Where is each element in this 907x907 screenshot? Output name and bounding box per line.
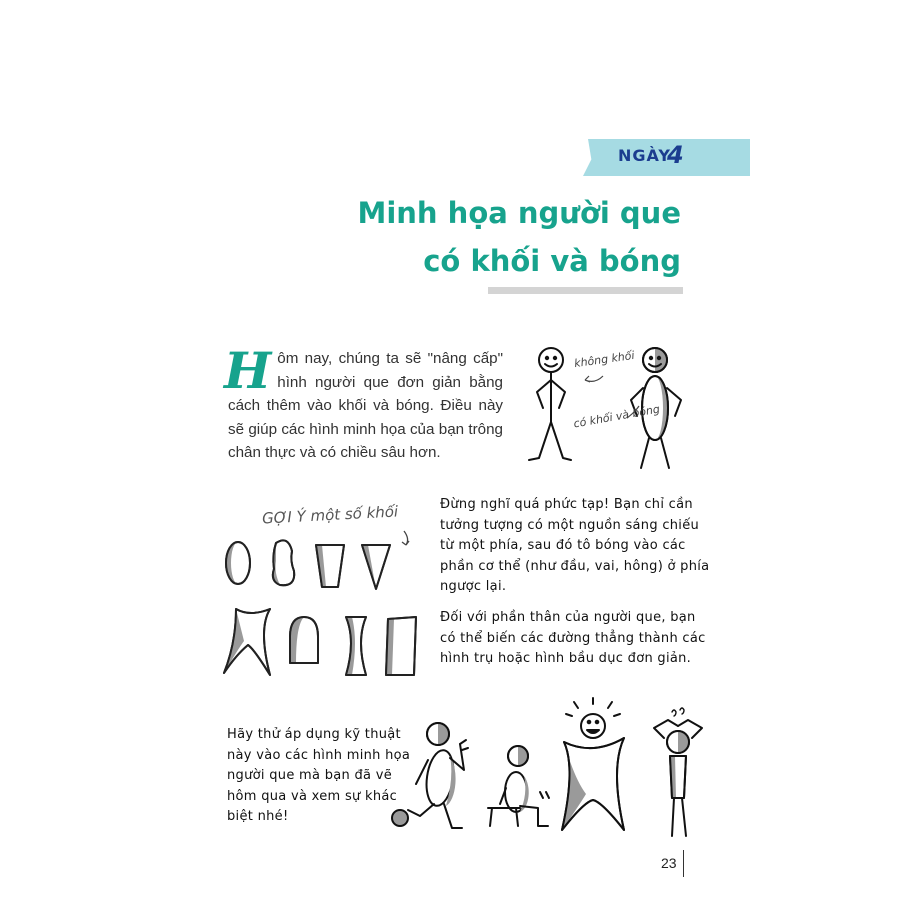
- day-number: 4: [667, 141, 684, 169]
- shape-examples-illustration: [218, 525, 428, 685]
- practice-paragraph: Hãy thử áp dụng kỹ thuật này vào các hình minh họa người que mà bạn đã vẽ hôm qua và xem sự khác biệt nhé!: [227, 727, 411, 825]
- intro-paragraph: [224, 341, 503, 465]
- intro-text: ôm nay, chúng ta sẽ "nâng cấp" hình người que đơn giản bằng cách thêm vào khối và bóng. Điều này sẽ giúp các hình minh họa của bạn trông chân thực và có chiều sâu hơn.: [228, 350, 503, 461]
- drop-cap: H: [224, 341, 272, 400]
- page-number: 23: [661, 855, 677, 871]
- annotation-shape-hint: GỢI Ý một số khối: [261, 502, 399, 528]
- title-underline: [488, 287, 683, 294]
- page-title-line-1: Minh họa người que: [357, 196, 681, 230]
- day-label: NGÀY: [618, 146, 671, 165]
- tip-paragraph-body-shapes: Đối với phần thân của người que, bạn có thể biến các đường thẳng thành các hình trụ hoặc hình bầu dục đơn giản.: [440, 610, 706, 667]
- page-title-line-2: có khối và bóng: [423, 244, 681, 278]
- tip-paragraph-light-source: Đừng nghĩ quá phức tạp! Bạn chỉ cần tưởng tượng có một nguồn sáng chiếu từ một phía, sau đó tô bóng vào các phần cơ thể (như đầu, vai, hông) ở phía ngược lại.: [440, 497, 710, 595]
- annotation-no-volume: không khối: [573, 348, 636, 371]
- annotation-with-volume: có khối và bóng: [572, 402, 661, 431]
- action-figures-illustration: [388, 698, 708, 840]
- page-number-divider: [683, 850, 684, 877]
